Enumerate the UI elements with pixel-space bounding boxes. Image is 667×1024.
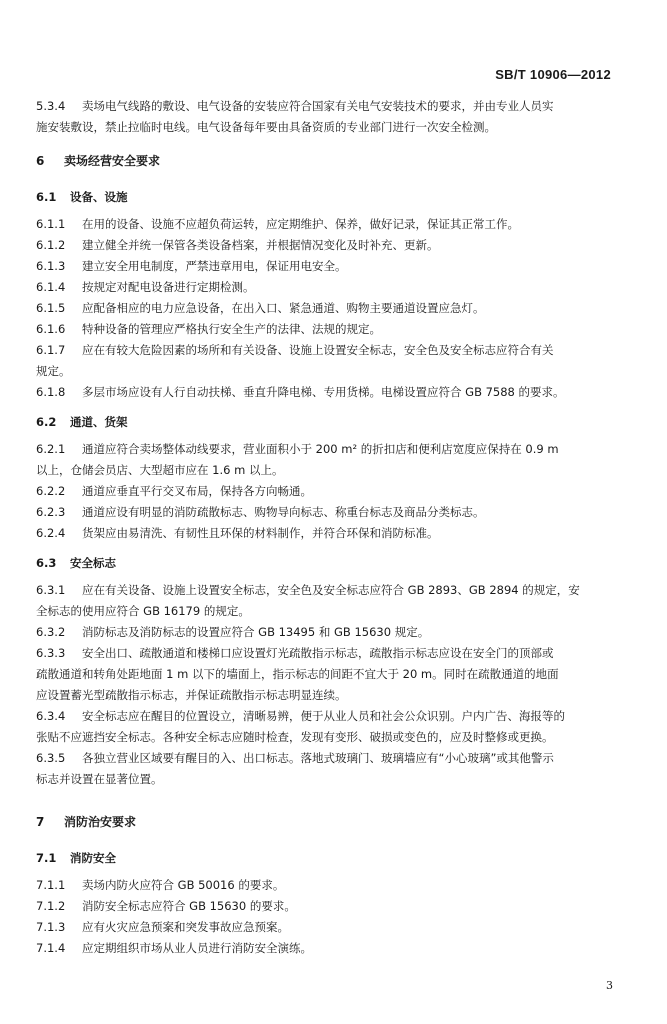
clause-item xyxy=(36,298,616,319)
clause-text: 特种设备的管理应严格执行安全生产的法律、法规的规定。 xyxy=(82,322,381,336)
subsection-heading-6-2 xyxy=(36,412,616,433)
clause-text-continued: 应设置蓄光型疏散指示标志，并保证疏散指示标志明显连续。 xyxy=(36,688,347,702)
clause-number: 7.1.2 xyxy=(36,899,66,913)
clause-item xyxy=(36,875,616,896)
clause-text: 货架应由易清洗、有韧性且环保的材料制作，并符合环保和消防标准。 xyxy=(82,526,439,540)
clause-list-6-3 xyxy=(36,580,616,790)
clause-number: 6.1.7 xyxy=(36,343,66,357)
clause-text-continued: 规定。 xyxy=(36,364,71,378)
document-body xyxy=(36,96,616,959)
section-heading-6 xyxy=(36,151,616,172)
clause-list-7-1 xyxy=(36,875,616,959)
clause-text: 应有火灾应急预案和突发事故应急预案。 xyxy=(82,920,289,934)
subsection-number: 6.2 xyxy=(36,415,57,429)
section-heading-7 xyxy=(36,812,616,833)
clause-number: 6.1.5 xyxy=(36,301,66,315)
subsection-title: 消防安全 xyxy=(70,851,116,865)
clause-item xyxy=(36,523,616,544)
clause-item xyxy=(36,256,616,277)
section-number: 7 xyxy=(36,815,45,829)
clause-item xyxy=(36,319,616,340)
clause-number: 6.2.1 xyxy=(36,442,66,456)
clause-item xyxy=(36,580,616,601)
clause-item xyxy=(36,896,616,917)
clause-number: 6.2.3 xyxy=(36,505,66,519)
clause-number: 6.1.4 xyxy=(36,280,66,294)
clause-text: 通道应垂直平行交叉布局，保持各方向畅通。 xyxy=(82,484,312,498)
clause-text: 安全标志应在醒目的位置设立，清晰易辨，便于从业人员和社会公众识别。户内广告、海报等的 xyxy=(82,709,565,723)
clause-number: 6.1.2 xyxy=(36,238,66,252)
clause-text: 建立健全并统一保管各类设备档案，并根据情况变化及时补充、更新。 xyxy=(82,238,439,252)
clause-text: 卖场内防火应符合 GB 50016 的要求。 xyxy=(82,878,285,892)
clause-number: 6.3.5 xyxy=(36,751,66,765)
clause-text: 消防标志及消防标志的设置应符合 GB 13495 和 GB 15630 规定。 xyxy=(82,625,430,639)
section-title: 卖场经营安全要求 xyxy=(64,154,161,168)
clause-text: 通道应设有明显的消防疏散标志、购物导向标志、称重台标志及商品分类标志。 xyxy=(82,505,485,519)
clause-item xyxy=(36,439,616,460)
clause-text: 安全出口、疏散通道和楼梯口应设置灯光疏散指示标志，疏散指示标志应设在安全门的顶部或 xyxy=(82,646,554,660)
clause-item xyxy=(36,340,616,361)
section-number: 6 xyxy=(36,154,45,168)
clause-item xyxy=(36,382,616,403)
clause-item xyxy=(36,622,616,643)
clause-item xyxy=(36,502,616,523)
clause-item xyxy=(36,277,616,298)
clause-text-continued: 全标志的使用应符合 GB 16179 的规定。 xyxy=(36,604,250,618)
clause-text-continued: 施安装敷设，禁止拉临时电线。电气设备每年要由具备资质的专业部门进行一次安全检测。 xyxy=(36,120,496,134)
clause-text: 通道应符合卖场整体动线要求，营业面积小于 200 m² 的折扣店和便利店宽度应保持在 0.9 m xyxy=(82,442,559,456)
clause-number: 7.1.3 xyxy=(36,920,66,934)
clause-item xyxy=(36,235,616,256)
clause-item xyxy=(36,706,616,727)
clause-text: 建立安全用电制度，严禁违章用电，保证用电安全。 xyxy=(82,259,347,273)
clause-item xyxy=(36,481,616,502)
clause-text-continued: 标志并设置在显著位置。 xyxy=(36,772,163,786)
clause-text: 按规定对配电设备进行定期检测。 xyxy=(82,280,255,294)
clause-text-continued: 疏散通道和转角处距地面 1 m 以下的墙面上，指示标志的间距不宜大于 20 m。同时在疏散通道的地面 xyxy=(36,667,559,681)
subsection-heading-6-1 xyxy=(36,187,616,208)
clause-text: 各独立营业区域要有醒目的入、出口标志。落地式玻璃门、玻璃墙应有“小心玻璃”或其他警示 xyxy=(82,751,554,765)
standard-code: SB/T 10906—2012 xyxy=(495,67,611,82)
subsection-heading-7-1 xyxy=(36,848,616,869)
clause-number: 6.2.2 xyxy=(36,484,66,498)
clause-list-6-1 xyxy=(36,214,616,403)
clause-number: 6.3.1 xyxy=(36,583,66,597)
clause-number: 6.3.2 xyxy=(36,625,66,639)
clause-text-continued: 张贴不应遮挡安全标志。各种安全标志应随时检查，发现有变形、破损或变色的，应及时整修或更换。 xyxy=(36,730,554,744)
clause-5-3-4 xyxy=(36,96,616,138)
clause-text: 应在有关设备、设施上设置安全标志，安全色及安全标志应符合 GB 2893、GB 2894 的规定，安 xyxy=(82,583,580,597)
clause-number: 7.1.1 xyxy=(36,878,66,892)
clause-text: 应在有较大危险因素的场所和有关设备、设施上设置安全标志，安全色及安全标志应符合有关 xyxy=(82,343,554,357)
clause-item xyxy=(36,917,616,938)
page-number: 3 xyxy=(606,979,613,992)
clause-number: 6.2.4 xyxy=(36,526,66,540)
clause-item xyxy=(36,748,616,769)
clause-text: 应定期组织市场从业人员进行消防安全演练。 xyxy=(82,941,312,955)
subsection-heading-6-3 xyxy=(36,553,616,574)
clause-number: 7.1.4 xyxy=(36,941,66,955)
section-title: 消防治安要求 xyxy=(64,815,137,829)
subsection-title: 通道、货架 xyxy=(70,415,128,429)
clause-text: 多层市场应设有人行自动扶梯、垂直升降电梯、专用货梯。电梯设置应符合 GB 7588 的要求。 xyxy=(82,385,565,399)
clause-text: 在用的设备、设施不应超负荷运转，应定期维护、保养，做好记录，保证其正常工作。 xyxy=(82,217,519,231)
clause-number: 6.3.3 xyxy=(36,646,66,660)
clause-number: 6.1.6 xyxy=(36,322,66,336)
clause-number: 6.1.1 xyxy=(36,217,66,231)
subsection-number: 6.1 xyxy=(36,190,57,204)
clause-text: 消防安全标志应符合 GB 15630 的要求。 xyxy=(82,899,296,913)
subsection-number: 6.3 xyxy=(36,556,57,570)
clause-item xyxy=(36,938,616,959)
clause-list-6-2 xyxy=(36,439,616,544)
clause-number: 6.3.4 xyxy=(36,709,66,723)
clause-text-continued: 以上，仓储会员店、大型超市应在 1.6 m 以上。 xyxy=(36,463,284,477)
subsection-title: 安全标志 xyxy=(70,556,116,570)
clause-number: 6.1.8 xyxy=(36,385,66,399)
subsection-title: 设备、设施 xyxy=(70,190,128,204)
subsection-number: 7.1 xyxy=(36,851,57,865)
clause-number: 6.1.3 xyxy=(36,259,66,273)
clause-text: 卖场电气线路的敷设、电气设备的安装应符合国家有关电气安装技术的要求，并由专业人员实 xyxy=(82,99,554,113)
clause-number: 5.3.4 xyxy=(36,99,66,113)
clause-text: 应配备相应的电力应急设备，在出入口、紧急通道、购物主要通道设置应急灯。 xyxy=(82,301,485,315)
clause-item xyxy=(36,643,616,664)
clause-item xyxy=(36,214,616,235)
